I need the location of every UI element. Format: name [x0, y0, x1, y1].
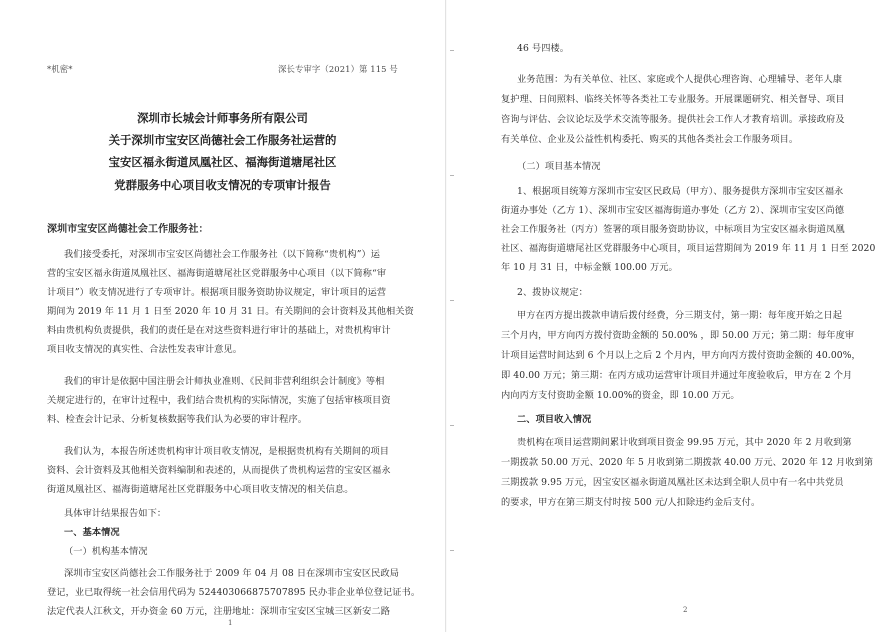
results-intro: 具体审计结果报告如下：: [64, 508, 167, 519]
para2-line: 我们的审计是依据中国注册会计师执业准则、《民间非营利组织会计制度》等相: [64, 376, 385, 387]
income-line: 的要求，甲方在第三期支付时按 500 元/人扣除违约金后支付。: [501, 497, 761, 508]
item2-line: 计项目运营时间达到 6 个月以上之后 2 个月内，甲方向丙方拨付资助金额的 40.00%，: [501, 350, 861, 361]
business-scope-line: 咨询与评估、会议论坛及学术交流等服务。提供社会工作人才教育培训。承接政府及: [501, 114, 845, 125]
item1-line: 社区、福海街道塘尾社区党群服务中心项目，项目运营期间为 2019 年 11 月 1 日至 2020: [501, 243, 876, 254]
para2-line: 料、检查会计记录、分析复核数据等我们认为必要的审计程序。: [47, 414, 308, 425]
subsection-project-info: （二）项目基本情况: [517, 161, 601, 172]
para1-line: 项目收支情况的真实性、合法性发表审计意见。: [47, 344, 243, 355]
para4-line: 深圳市宝安区尚德社会工作服务社于 2009 年 04 月 08 日在深圳市宝安区民政局: [64, 568, 400, 579]
item1-line: 1、根据项目统筹方深圳市宝安区民政局（甲方）、服务提供方深圳市宝安区福永: [517, 186, 844, 197]
report-page-2: [447, 0, 892, 632]
para1-line: 营的宝安区福永街道凤凰社区、福海街道塘尾社区党群服务中心项目（以下简称“审: [47, 268, 387, 279]
para1-line: 期间为 2019 年 11 月 1 日至 2020 年 10 月 31 日。有关期间的会计资料及其他相关资: [47, 306, 414, 317]
para1-line: 计项目”）收支情况进行了专项审计。根据项目服务资助协议规定，审计项目的运营: [47, 287, 387, 298]
section-heading-basic-info: 一、基本情况: [64, 527, 120, 538]
para3-line: 资料、会计资料及其他相关资料编制和表述的，从而提供了贵机构运营的宝安区福永: [47, 465, 391, 476]
para1-line: 我们接受委托，对深圳市宝安区尚德社会工作服务社（以下简称“贵机构”）运: [64, 249, 381, 260]
report-title-line-2: 关于深圳市宝安区尚德社会工作服务社运营的: [108, 133, 337, 147]
subsection-org-info: （一）机构基本情况: [64, 546, 148, 557]
para4-line: 法定代表人江秋文，开办资金 60 万元，注册地址：深圳市宝安区宝城三区新安二路: [47, 606, 390, 617]
report-title-line-1: 深圳市长城会计师事务所有限公司: [137, 111, 308, 125]
secret-mark: *机密*: [47, 64, 73, 74]
para2-line: 关规定进行的，在审计过程中，我们结合贵机构的实际情况，实施了包括审核项目资: [47, 395, 391, 406]
business-scope-line: 业务范围：为有关单位、社区、家庭或个人提供心理咨询、心理辅导、老年人康: [517, 74, 843, 85]
item2-line: 三个月内，甲方向丙方拨付资助金额的 50.00% ，即 50.00 万元；第二期：每年度审: [501, 330, 855, 341]
page-number: 1: [228, 619, 233, 627]
item2-title: 2、拨协议规定：: [517, 287, 588, 298]
document-number: 深长专审字（2021）第 115 号: [278, 64, 398, 74]
item1-line: 年 10 月 31 日，中标金额 100.00 万元。: [501, 262, 678, 273]
income-line: 三期拨款 9.95 万元，因宝安区福永街道凤凰社区未达到全职人员中有一名中共党员: [501, 477, 844, 488]
business-scope-line: 有关单位、企业及公益性机构委托、购买的其他各类社会工作服务项目。: [501, 134, 799, 145]
para3-line: 街道凤凰社区、福海街道塘尾社区党群服务中心项目收支情况的相关信息。: [47, 484, 354, 495]
para3-line: 我们认为，本报告所述贵机构审计项目收支情况，是根据贵机构有关期间的项目: [64, 446, 390, 457]
item2-line: 即 40.00 万元；第三期：在丙方成功运营审计项目并通过年度验收后，甲方在 2 个月: [501, 370, 853, 381]
item2-line: 内向丙方支付资助金额 10.00%的资金，即 10.00 万元。: [501, 390, 740, 401]
addressee: 深圳市宝安区尚德社会工作服务社：: [47, 224, 209, 235]
para4-line: 登记，业已取得统一社会信用代码为 524403066875707895 民办非企业单位登记证书。: [47, 587, 421, 598]
section-heading-income: 二、项目收入情况: [517, 414, 592, 425]
report-title-line-3: 宝安区福永街道凤凰社区、福海街道塘尾社区: [108, 155, 337, 169]
income-line: 一期拨款 50.00 万元、2020 年 5 月收到第二期拨款 40.00 万元、2020 年 12 月收到第: [501, 457, 874, 468]
para1-line: 料由贵机构负责提供，我们的责任是在对这些资料进行审计的基础上，对贵机构审计: [47, 325, 391, 336]
page-number: 2: [683, 606, 688, 614]
income-line: 贵机构在项目运营期间累计收到项目资金 99.95 万元，其中 2020 年 2 月收到第: [517, 437, 852, 448]
address-continuation: 46 号四楼。: [517, 43, 570, 54]
item1-line: 社会工作服务社（丙方）签署的项目服务资助协议，中标项目为宝安区福永街道凤凰: [501, 224, 845, 235]
business-scope-line: 复护理、日间照料、临终关怀等各类社工专业服务。开展课题研究、相关督导、项目: [501, 94, 845, 105]
item1-line: 街道办事处（乙方 1）、深圳市宝安区福海街道办事处（乙方 2）、深圳市宝安区尚德: [501, 205, 845, 216]
item2-line: 甲方在丙方提出拨款申请后拨付经费，分三期支付，第一期：每年度开始之日起: [517, 310, 843, 321]
report-title-line-4: 党群服务中心项目收支情况的专项审计报告: [114, 178, 331, 192]
